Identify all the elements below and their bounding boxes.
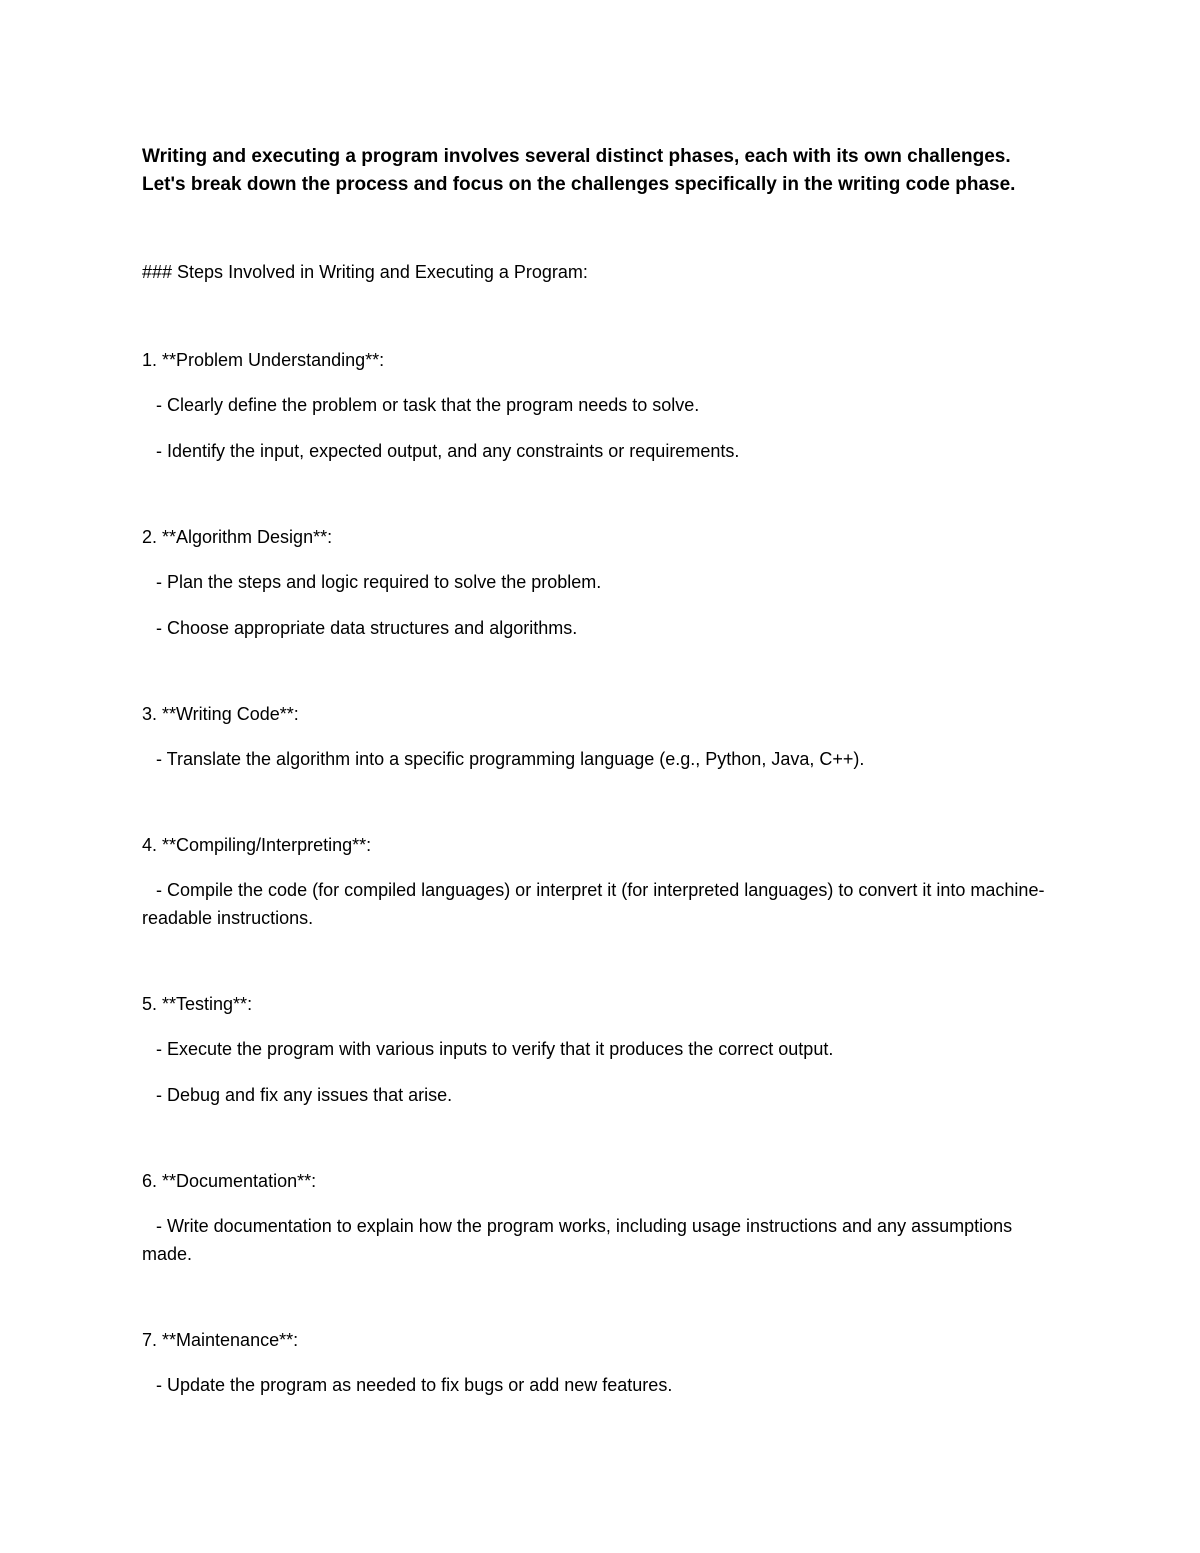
intro-paragraph: Writing and executing a program involves several distinct phases, each with its own challenges. Let's break down the process and focus on the challenges specifically in the writing code phase. (142, 146, 1016, 195)
step-documentation (142, 1168, 1052, 1268)
step-bullet: - Translate the algorithm into a specific programming language (e.g., Python, Java, C++). (156, 749, 865, 769)
step-bullet: - Plan the steps and logic required to solve the problem. (156, 572, 602, 592)
step-compiling-interpreting (142, 832, 1052, 932)
step-title: 3. **Writing Code**: (142, 704, 299, 724)
step-title: 6. **Documentation**: (142, 1171, 317, 1191)
step-title: 2. **Algorithm Design**: (142, 527, 333, 547)
step-bullet: - Identify the input, expected output, and any constraints or requirements. (156, 441, 740, 461)
step-title: 5. **Testing**: (142, 994, 253, 1014)
step-bullet: - Execute the program with various inputs to verify that it produces the correct output. (156, 1039, 834, 1059)
section-heading: ### Steps Involved in Writing and Executing a Program: (142, 262, 588, 282)
step-title: 1. **Problem Understanding**: (142, 350, 385, 370)
step-bullet: - Choose appropriate data structures and algorithms. (156, 618, 578, 638)
step-writing-code (142, 701, 1052, 773)
document-body (142, 143, 1052, 1399)
step-algorithm-design (142, 524, 1052, 642)
step-bullet: - Write documentation to explain how the program works, including usage instructions and any assumptions made. (142, 1216, 1013, 1264)
step-problem-understanding (142, 347, 1052, 465)
step-title: 7. **Maintenance**: (142, 1330, 299, 1350)
step-testing (142, 991, 1052, 1109)
step-bullet: - Clearly define the problem or task that the program needs to solve. (156, 395, 700, 415)
step-bullet: - Compile the code (for compiled languages) or interpret it (for interpreted languages) to convert it into machine-readable instructions. (142, 880, 1045, 928)
step-bullet: - Update the program as needed to fix bugs or add new features. (156, 1375, 673, 1395)
step-maintenance (142, 1327, 1052, 1399)
step-title: 4. **Compiling/Interpreting**: (142, 835, 372, 855)
step-bullet: - Debug and fix any issues that arise. (156, 1085, 453, 1105)
